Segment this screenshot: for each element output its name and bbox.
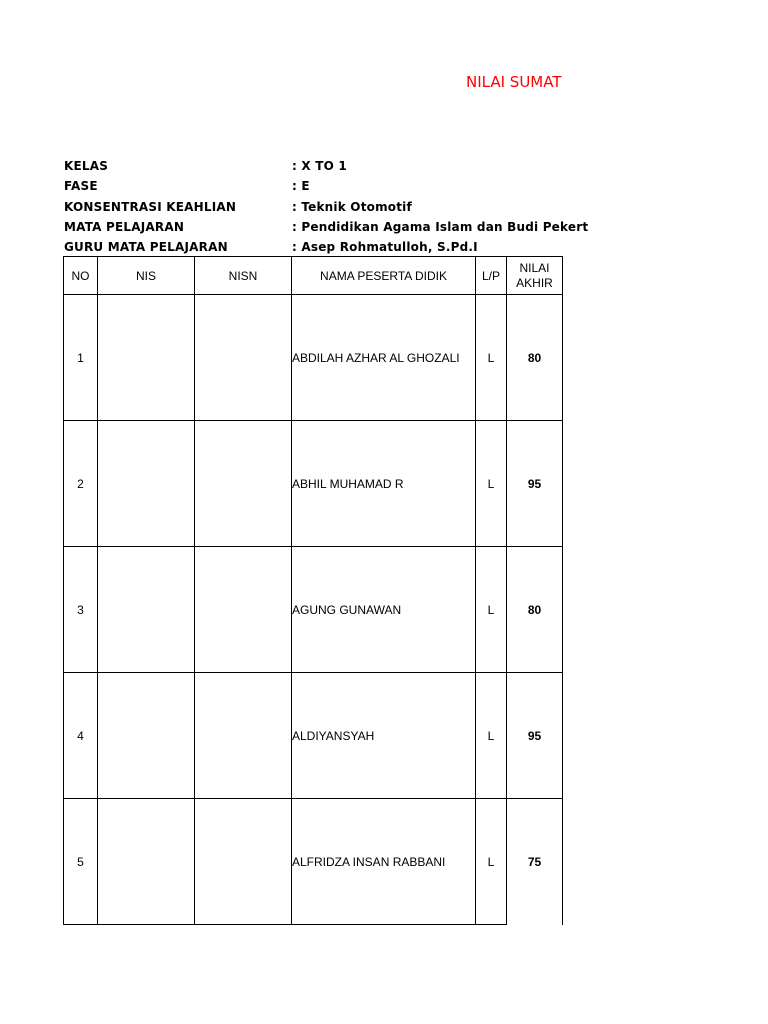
cell-no: 3 — [64, 547, 98, 673]
info-value: : X TO 1 — [292, 159, 347, 173]
info-label: GURU MATA PELAJARAN — [64, 240, 228, 254]
info-row-fase — [64, 179, 764, 199]
cell-nis — [98, 295, 195, 421]
cell-nama: AGUNG GUNAWAN — [292, 547, 476, 673]
cell-nama: ALFRIDZA INSAN RABBANI — [292, 799, 476, 925]
cell-nama: ALDIYANSYAH — [292, 673, 476, 799]
cell-nilai: 95 — [507, 421, 563, 547]
table-header-row — [64, 257, 563, 295]
info-label: FASE — [64, 179, 98, 193]
info-value: : Asep Rohmatulloh, S.Pd.I — [292, 240, 478, 254]
cell-nilai: 80 — [507, 547, 563, 673]
cell-nisn — [195, 673, 292, 799]
cell-lp: L — [476, 673, 507, 799]
cell-lp: L — [476, 799, 507, 925]
cell-lp: L — [476, 421, 507, 547]
info-value: : Pendidikan Agama Islam dan Budi Pekert — [292, 220, 589, 234]
cell-nilai: 75 — [507, 799, 563, 925]
cell-nama: ABHIL MUHAMAD R — [292, 421, 476, 547]
info-row-mata-pelajaran — [64, 220, 764, 240]
table-row — [64, 295, 563, 421]
column-header-nama: NAMA PESERTA DIDIK — [292, 257, 476, 295]
info-label: KONSENTRASI KEAHLIAN — [64, 200, 237, 214]
cell-no: 5 — [64, 799, 98, 925]
cell-nis — [98, 421, 195, 547]
cell-nilai: 80 — [507, 295, 563, 421]
cell-lp: L — [476, 295, 507, 421]
table-row — [64, 421, 563, 547]
cell-lp: L — [476, 547, 507, 673]
grades-table — [63, 256, 563, 925]
column-header-nis: NIS — [98, 257, 195, 295]
column-header-nilai-akhir — [507, 257, 563, 295]
info-label: KELAS — [64, 159, 109, 173]
cell-nisn — [195, 547, 292, 673]
column-header-no: NO — [64, 257, 98, 295]
page-title: NILAI SUMAT — [466, 73, 562, 91]
header-line: AKHIR — [516, 275, 553, 290]
table-row — [64, 547, 563, 673]
cell-nisn — [195, 421, 292, 547]
info-label: MATA PELAJARAN — [64, 220, 185, 234]
cell-nama: ABDILAH AZHAR AL GHOZALI — [292, 295, 476, 421]
cell-nis — [98, 673, 195, 799]
table-row — [64, 673, 563, 799]
cell-nilai: 95 — [507, 673, 563, 799]
info-value: : Teknik Otomotif — [292, 200, 412, 214]
cell-nisn — [195, 295, 292, 421]
column-header-lp: L/P — [476, 257, 507, 295]
cell-no: 4 — [64, 673, 98, 799]
table-row — [64, 799, 563, 925]
cell-nisn — [195, 799, 292, 925]
cell-no: 1 — [64, 295, 98, 421]
cell-nis — [98, 799, 195, 925]
header-line: NILAI — [519, 260, 550, 275]
cell-no: 2 — [64, 421, 98, 547]
info-row-konsentrasi — [64, 200, 764, 220]
column-header-nisn: NISN — [195, 257, 292, 295]
cell-nis — [98, 547, 195, 673]
info-value: : E — [292, 179, 310, 193]
info-row-kelas — [64, 159, 764, 179]
